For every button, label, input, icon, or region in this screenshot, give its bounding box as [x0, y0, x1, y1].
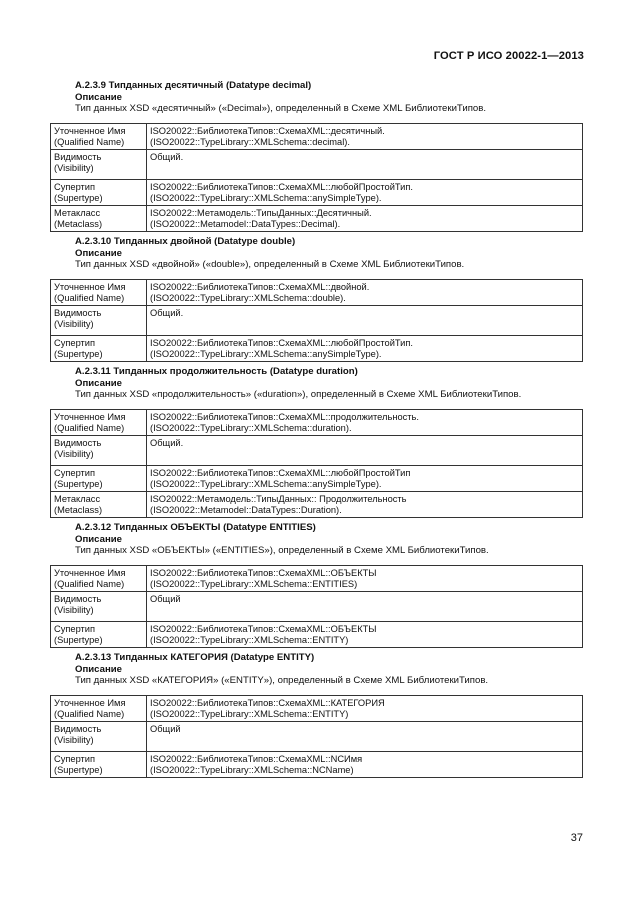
section-title: A.2.3.9 Типданных десятичный (Datatype decimal) [75, 80, 312, 91]
section-description: Тип данных XSD «продолжительность» («duration»), определенный в Схеме XML БиблиотекиТипов. [75, 389, 522, 400]
property-label-cell [51, 206, 147, 232]
property-label-cell [51, 436, 147, 466]
table-row [51, 696, 583, 722]
property-label-line: Видимость [54, 724, 102, 734]
property-label-line: Уточненное Имя [54, 126, 126, 136]
property-label-line: Видимость [54, 594, 102, 604]
property-label-line: (Qualified Name) [54, 137, 125, 148]
property-value-line: (ISO20022::TypeLibrary::XMLSchema::decimal). [150, 137, 350, 148]
property-value-line: ISO20022::БиблиотекаТипов::СхемаXML::КАТЕГОРИЯ [150, 698, 385, 708]
property-label-line: (Qualified Name) [54, 709, 125, 720]
property-label-cell [51, 466, 147, 492]
property-value-line: ISO20022::БиблиотекаТипов::СхемаXML::NCИмя [150, 754, 363, 764]
property-value-line: ISO20022::БиблиотекаТипов::СхемаXML::двойной. [150, 282, 370, 292]
property-table [50, 279, 583, 362]
section-title: A.2.3.13 Типданных КАТЕГОРИЯ (Datatype ENTITY) [75, 652, 315, 663]
property-label-line: (Qualified Name) [54, 423, 125, 434]
page-number: 37 [570, 832, 583, 844]
section-subtitle: Описание [75, 91, 122, 103]
property-value-line: Общий. [150, 308, 184, 318]
section-subtitle: Описание [75, 377, 122, 389]
property-value-cell [147, 466, 583, 492]
property-table [50, 565, 583, 648]
property-value-line: ISO20022::Метамодель::ТипыДанных:: Продолжительность [150, 494, 407, 504]
section-description: Тип данных XSD «ОБЪЕКТЫ» («ENTITIES»), определенный в Схеме XML БиблиотекиТипов. [75, 545, 489, 556]
section-description: Тип данных XSD «двойной» («double»), определенный в Схеме XML БиблиотекиТипов. [75, 259, 465, 270]
table-row [51, 566, 583, 592]
property-label-line: (Visibility) [54, 735, 94, 746]
property-label-cell [51, 306, 147, 336]
table-row [51, 492, 583, 518]
property-label-line: (Supertype) [54, 479, 103, 490]
property-value-cell [147, 180, 583, 206]
table-row [51, 410, 583, 436]
property-value-line: (ISO20022::TypeLibrary::XMLSchema::NCName) [150, 765, 354, 776]
property-value-line: ISO20022::БиблиотекаТипов::СхемаXML::любойПростойТип [150, 468, 411, 478]
property-label-line: Видимость [54, 438, 102, 448]
property-label-line: Уточненное Имя [54, 698, 126, 708]
property-value-line: ISO20022::Метамодель::ТипыДанных::Десятичный. [150, 208, 372, 218]
property-label-line: Метакласс [54, 208, 101, 218]
property-label-cell [51, 622, 147, 648]
property-label-line: (Visibility) [54, 605, 94, 616]
property-label-line: Супертип [54, 182, 96, 192]
property-label-cell [51, 722, 147, 752]
section-subtitle: Описание [75, 247, 122, 259]
property-value-line: Общий. [150, 438, 184, 448]
property-value-line: (ISO20022::Metamodel::DataTypes::Duration). [150, 505, 342, 516]
property-value-cell [147, 150, 583, 180]
property-label-line: Метакласс [54, 494, 101, 504]
table-row [51, 150, 583, 180]
property-value-cell [147, 752, 583, 778]
property-value-line: ISO20022::БиблиотекаТипов::СхемаXML::ОБЪЕКТЫ [150, 568, 377, 578]
section-description: Тип данных XSD «КАТЕГОРИЯ» («ENTITY»), определенный в Схеме XML БиблиотекиТипов. [75, 675, 489, 686]
property-value-line: (ISO20022::TypeLibrary::XMLSchema::anySimpleType). [150, 349, 382, 360]
property-label-line: (Qualified Name) [54, 293, 125, 304]
property-value-line: ISO20022::БиблиотекаТипов::СхемаXML::любойПростойТип. [150, 338, 413, 348]
property-value-line: ISO20022::БиблиотекаТипов::СхемаXML::ОБЪЕКТЫ [150, 624, 377, 634]
property-label-line: Супертип [54, 338, 96, 348]
property-value-line: (ISO20022::TypeLibrary::XMLSchema::anySimpleType). [150, 479, 382, 490]
property-label-line: (Supertype) [54, 635, 103, 646]
property-label-cell [51, 410, 147, 436]
property-value-cell [147, 280, 583, 306]
property-value-line: Общий. [150, 152, 184, 162]
property-value-line: (ISO20022::TypeLibrary::XMLSchema::double). [150, 293, 346, 304]
property-label-line: (Visibility) [54, 449, 94, 460]
property-value-line: ISO20022::БиблиотекаТипов::СхемаXML::десятичный. [150, 126, 385, 136]
property-value-cell [147, 722, 583, 752]
property-label-line: Супертип [54, 754, 96, 764]
spec-section [50, 236, 583, 362]
property-value-cell [147, 336, 583, 362]
property-value-cell [147, 566, 583, 592]
property-label-line: Уточненное Имя [54, 282, 126, 292]
spec-section [50, 652, 583, 778]
document-code: ГОСТ Р ИСО 20022-1—2013 [433, 50, 584, 62]
document-body [50, 80, 583, 782]
property-label-cell [51, 336, 147, 362]
table-row [51, 466, 583, 492]
table-row [51, 592, 583, 622]
property-value-cell [147, 436, 583, 466]
table-row [51, 306, 583, 336]
property-label-line: (Supertype) [54, 349, 103, 360]
property-label-cell [51, 492, 147, 518]
property-table [50, 409, 583, 518]
property-value-line: (ISO20022::TypeLibrary::XMLSchema::duration). [150, 423, 352, 434]
property-label-cell [51, 180, 147, 206]
section-subtitle: Описание [75, 533, 122, 545]
property-label-cell [51, 592, 147, 622]
property-label-line: (Supertype) [54, 193, 103, 204]
spec-section [50, 366, 583, 518]
table-row [51, 722, 583, 752]
table-row [51, 280, 583, 306]
property-value-cell [147, 206, 583, 232]
property-value-cell [147, 492, 583, 518]
property-label-line: (Metaclass) [54, 505, 103, 516]
section-title: A.2.3.12 Типданных ОБЪЕКТЫ (Datatype ENTITIES) [75, 522, 316, 533]
table-row [51, 180, 583, 206]
property-value-cell [147, 696, 583, 722]
property-label-cell [51, 124, 147, 150]
property-label-line: Видимость [54, 308, 102, 318]
property-value-cell [147, 622, 583, 648]
property-value-cell [147, 410, 583, 436]
property-value-line: Общий [150, 594, 181, 604]
property-label-line: (Visibility) [54, 163, 94, 174]
property-value-line: ISO20022::БиблиотекаТипов::СхемаXML::продолжительность. [150, 412, 419, 422]
property-label-line: Уточненное Имя [54, 568, 126, 578]
section-title: A.2.3.10 Типданных двойной (Datatype double) [75, 236, 296, 247]
property-value-line: (ISO20022::TypeLibrary::XMLSchema::ENTITY) [150, 709, 349, 720]
table-row [51, 206, 583, 232]
section-title: A.2.3.11 Типданных продолжительность (Datatype duration) [75, 366, 358, 377]
property-label-cell [51, 566, 147, 592]
property-value-line: (ISO20022::TypeLibrary::XMLSchema::ENTITIES) [150, 579, 358, 590]
table-row [51, 336, 583, 362]
section-description: Тип данных XSD «десятичный» («Decimal»), определенный в Схеме XML БиблиотекиТипов. [75, 103, 487, 114]
property-label-line: Видимость [54, 152, 102, 162]
property-value-line: ISO20022::БиблиотекаТипов::СхемаXML::любойПростойТип. [150, 182, 413, 192]
table-row [51, 622, 583, 648]
property-label-line: (Metaclass) [54, 219, 103, 230]
property-value-cell [147, 592, 583, 622]
property-label-line: (Qualified Name) [54, 579, 125, 590]
property-label-line: (Supertype) [54, 765, 103, 776]
spec-section [50, 522, 583, 648]
property-label-line: Супертип [54, 624, 96, 634]
section-subtitle: Описание [75, 663, 122, 675]
property-value-cell [147, 124, 583, 150]
spec-section [50, 80, 583, 232]
property-label-cell [51, 280, 147, 306]
property-value-cell [147, 306, 583, 336]
property-value-line: Общий [150, 724, 181, 734]
property-label-line: Супертип [54, 468, 96, 478]
property-value-line: (ISO20022::TypeLibrary::XMLSchema::anySimpleType). [150, 193, 382, 204]
property-table [50, 123, 583, 232]
table-row [51, 124, 583, 150]
property-label-line: Уточненное Имя [54, 412, 126, 422]
property-label-line: (Visibility) [54, 319, 94, 330]
property-label-cell [51, 696, 147, 722]
table-row [51, 752, 583, 778]
property-table [50, 695, 583, 778]
property-value-line: (ISO20022::TypeLibrary::XMLSchema::ENTITY) [150, 635, 349, 646]
property-label-cell [51, 752, 147, 778]
table-row [51, 436, 583, 466]
property-label-cell [51, 150, 147, 180]
property-value-line: (ISO20022::Metamodel::DataTypes::Decimal). [150, 219, 341, 230]
